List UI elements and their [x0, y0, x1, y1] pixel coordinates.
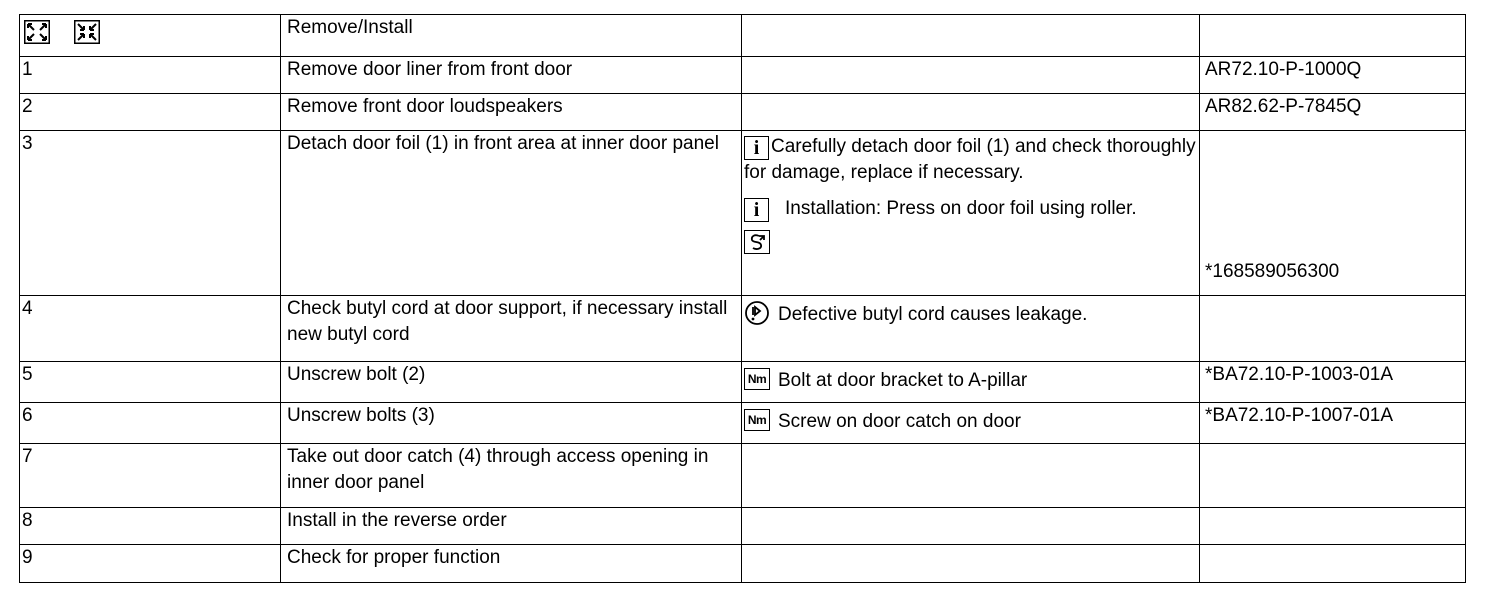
- step-reference-link[interactable]: *168589056300: [1200, 131, 1466, 296]
- step-note: [742, 131, 1200, 296]
- table-row: [20, 508, 1466, 545]
- table-row: [20, 362, 1466, 403]
- expand-icon[interactable]: [24, 20, 50, 44]
- step-description: Unscrew bolt (2): [281, 362, 742, 403]
- step-description: Check for proper function: [281, 545, 742, 583]
- table-row: [20, 296, 1466, 362]
- step-note: [742, 444, 1200, 508]
- step-number: 3: [20, 131, 281, 296]
- step-note: [742, 362, 1200, 403]
- step-number: 1: [20, 57, 281, 94]
- step-note: [742, 545, 1200, 583]
- step-note: [742, 296, 1200, 362]
- note-text: Installation: Press on door foil using roller.: [785, 198, 1137, 219]
- step-number: 2: [20, 94, 281, 131]
- step-description: Detach door foil (1) in front area at inner door panel: [281, 131, 742, 296]
- step-description: Check butyl cord at door support, if necessary install new butyl cord: [281, 296, 742, 362]
- header-title: Remove/Install: [281, 15, 742, 57]
- header-note-cell: [742, 15, 1200, 57]
- step-number: 6: [20, 403, 281, 444]
- collapse-icon[interactable]: [74, 20, 100, 44]
- note-text: Screw on door catch on door: [778, 411, 1021, 432]
- step-note: [742, 94, 1200, 131]
- info-icon: i: [744, 136, 769, 160]
- step-description: Install in the reverse order: [281, 508, 742, 545]
- step-reference-link[interactable]: AR72.10-P-1000Q: [1200, 57, 1466, 94]
- step-reference-link[interactable]: [1200, 444, 1466, 508]
- header-icons-cell: [20, 15, 281, 57]
- header-row: [20, 15, 1466, 57]
- step-reference-link[interactable]: AR82.62-P-7845Q: [1200, 94, 1466, 131]
- step-note: [742, 57, 1200, 94]
- step-number: 9: [20, 545, 281, 583]
- step-description: Remove door liner from front door: [281, 57, 742, 94]
- info-icon: i: [744, 198, 769, 222]
- torque-icon: Nm: [744, 368, 770, 390]
- step-reference-link[interactable]: *BA72.10-P-1007-01A: [1200, 403, 1466, 444]
- step-number: 7: [20, 444, 281, 508]
- procedure-table: [19, 14, 1466, 583]
- warning-icon: [744, 300, 770, 326]
- table-row: [20, 131, 1466, 296]
- step-note: [742, 403, 1200, 444]
- step-number: 4: [20, 296, 281, 362]
- table-row: [20, 57, 1466, 94]
- note-text: Carefully detach door foil (1) and check thoroughly for damage, replace if necessary.: [744, 136, 1196, 183]
- step-reference-link[interactable]: [1200, 296, 1466, 362]
- step-note: [742, 508, 1200, 545]
- table-row: [20, 403, 1466, 444]
- step-number: 8: [20, 508, 281, 545]
- step-reference-link[interactable]: *BA72.10-P-1003-01A: [1200, 362, 1466, 403]
- special-tool-icon: [744, 230, 770, 254]
- torque-icon: Nm: [744, 409, 770, 431]
- step-description: Unscrew bolts (3): [281, 403, 742, 444]
- step-description: Remove front door loudspeakers: [281, 94, 742, 131]
- step-description: Take out door catch (4) through access opening in inner door panel: [281, 444, 742, 508]
- table-row: [20, 94, 1466, 131]
- step-number: 5: [20, 362, 281, 403]
- table-row: [20, 545, 1466, 583]
- header-ref-cell: [1200, 15, 1466, 57]
- step-reference-link[interactable]: [1200, 508, 1466, 545]
- note-text: Bolt at door bracket to A-pillar: [778, 370, 1028, 391]
- note-text: Defective butyl cord causes leakage.: [778, 304, 1088, 325]
- step-reference-link[interactable]: [1200, 545, 1466, 583]
- table-row: [20, 444, 1466, 508]
